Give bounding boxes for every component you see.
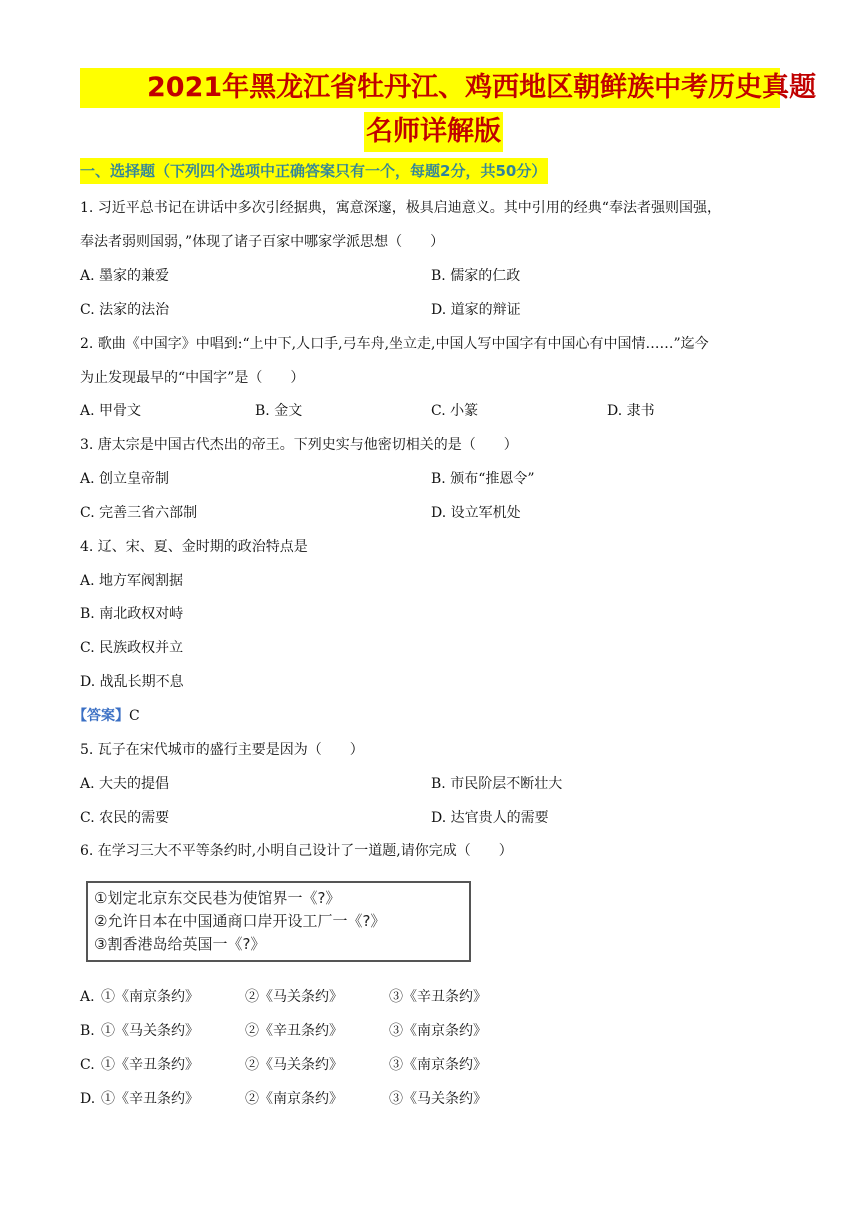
q6-figure-line3: ③割香港岛给英国一《?》	[94, 935, 266, 953]
q6-option-c-item3: ③《南京条约》	[389, 1057, 487, 1073]
q4-option-d: D. 战乱长期不息	[80, 674, 184, 690]
answer-value: C	[129, 708, 140, 724]
q4-option-a: A. 地方军阀割据	[80, 573, 184, 589]
q6-option-d-letter: D.	[80, 1091, 96, 1107]
q1-option-b: B. 儒家的仁政	[431, 268, 521, 284]
q4-option-b: B. 南北政权对峙	[80, 606, 184, 622]
q1-option-c: C. 法家的法治	[80, 302, 170, 318]
q1-option-a: A. 墨家的兼爱	[80, 268, 170, 284]
q6-option-d-item1: ①《辛丑条约》	[101, 1091, 199, 1107]
q2-stem-line2: 为止发现最早的“中国字”是（ ）	[80, 370, 305, 386]
page-title: 2021年黑龙江省牡丹江、鸡西地区朝鲜族中考历史真题	[80, 68, 780, 108]
q6-option-b-item2: ②《辛丑条约》	[245, 1023, 343, 1039]
q6-stem: 6. 在学习三大不平等条约时,小明自己设计了一道题,请你完成（ ）	[80, 843, 513, 859]
q6-option-d-item3: ③《马关条约》	[389, 1091, 487, 1107]
q6-option-b-letter: B.	[80, 1023, 95, 1039]
q2-stem-line1: 2. 歌曲《中国字》中唱到:“上中下,人口手,弓车舟,坐立走,中国人写中国字有中国心有中国情……”迄今	[80, 336, 709, 352]
q2-option-c: C. 小篆	[431, 403, 479, 419]
q6-option-a-item2: ②《马关条约》	[245, 989, 343, 1005]
q2-option-d: D. 隶书	[607, 403, 655, 419]
q3-option-a: A. 创立皇帝制	[80, 471, 170, 487]
q5-stem: 5. 瓦子在宋代城市的盛行主要是因为（ ）	[80, 742, 364, 758]
q1-stem-line2: 奉法者弱则国弱，”体现了诸子百家中哪家学派思想（ ）	[80, 234, 445, 250]
q6-option-a-item3: ③《辛丑条约》	[389, 989, 487, 1005]
q4-answer	[73, 706, 140, 726]
q6-option-a-item1: ①《南京条约》	[101, 989, 199, 1005]
q6-option-a-letter: A.	[80, 989, 95, 1005]
q6-option-c-item1: ①《辛丑条约》	[101, 1057, 199, 1073]
q6-option-d-item2: ②《南京条约》	[245, 1091, 343, 1107]
q5-option-b: B. 市民阶层不断壮大	[431, 776, 563, 792]
q5-option-d: D. 达官贵人的需要	[431, 810, 549, 826]
q1-option-d: D. 道家的辩证	[431, 302, 521, 318]
q6-option-c-item2: ②《马关条约》	[245, 1057, 343, 1073]
q6-option-b-item3: ③《南京条约》	[389, 1023, 487, 1039]
q2-option-a: A. 甲骨文	[80, 403, 142, 419]
q4-stem: 4. 辽、宋、夏、金时期的政治特点是	[80, 539, 308, 555]
q5-option-a: A. 大夫的提倡	[80, 776, 170, 792]
section-heading: 一、选择题（下列四个选项中正确答案只有一个，每题2分，共50分）	[80, 158, 548, 184]
q1-stem-line1: 1. 习近平总书记在讲话中多次引经据典，寓意深邃，极具启迪意义。其中引用的经典“奉法者强则国强，	[80, 200, 721, 216]
q6-option-c-letter: C.	[80, 1057, 95, 1073]
answer-tag: 【答案】	[73, 708, 129, 724]
q4-option-c: C. 民族政权并立	[80, 640, 184, 656]
q3-option-d: D. 设立军机处	[431, 505, 521, 521]
q2-option-b: B. 金文	[255, 403, 303, 419]
q3-option-b: B. 颁布“推恩令”	[431, 471, 535, 487]
q5-option-c: C. 农民的需要	[80, 810, 170, 826]
q6-option-b-item1: ①《马关条约》	[101, 1023, 199, 1039]
q3-option-c: C. 完善三省六部制	[80, 505, 198, 521]
q6-figure-box	[86, 881, 471, 962]
q3-stem: 3. 唐太宗是中国古代杰出的帝王。下列史实与他密切相关的是（ ）	[80, 437, 518, 453]
page-subtitle: 名师详解版	[364, 112, 503, 152]
q6-figure-line2: ②允许日本在中国通商口岸开设工厂一《?》	[94, 912, 386, 930]
q6-figure-line1: ①划定北京东交民巷为使馆界一《?》	[94, 889, 341, 907]
